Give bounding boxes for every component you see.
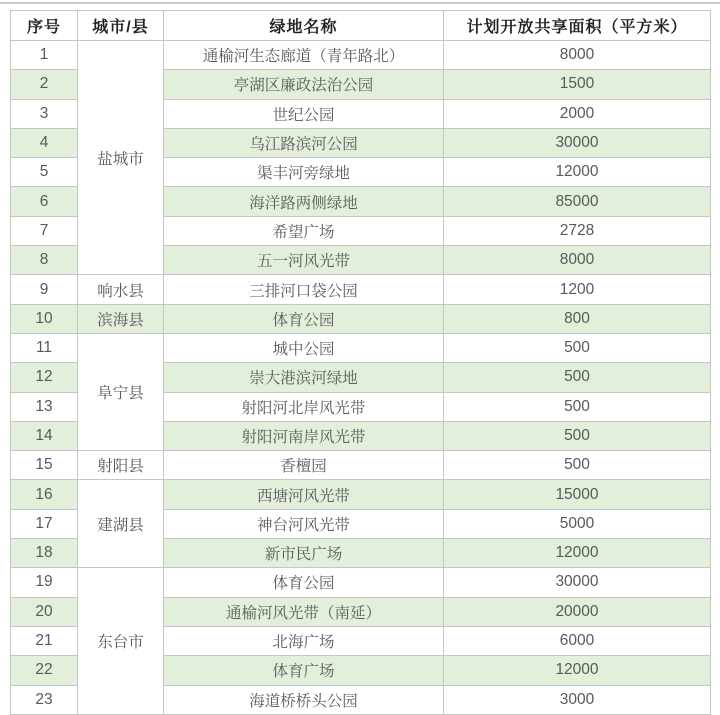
cell-name: 崇大港滨河绿地: [164, 363, 444, 392]
table-row: [11, 304, 711, 333]
cell-city: 射阳县: [78, 451, 164, 480]
cell-serial: 23: [11, 685, 78, 714]
cell-name: 通榆河生态廊道（青年路北）: [164, 41, 444, 70]
cell-serial: 6: [11, 187, 78, 216]
cell-area: 6000: [444, 626, 711, 655]
cell-name: 希望广场: [164, 216, 444, 245]
cell-serial: 5: [11, 158, 78, 187]
cell-serial: 22: [11, 656, 78, 685]
cell-area: 2000: [444, 99, 711, 128]
table-row: [11, 41, 711, 70]
cell-serial: 17: [11, 509, 78, 538]
cell-name: 西塘河风光带: [164, 480, 444, 509]
cell-area: 5000: [444, 509, 711, 538]
cell-name: 体育公园: [164, 304, 444, 333]
table-row: [11, 568, 711, 597]
cell-serial: 13: [11, 392, 78, 421]
cell-name: 新市民广场: [164, 539, 444, 568]
column-header-area: 计划开放共享面积（平方米）: [444, 11, 711, 41]
cell-area: 800: [444, 304, 711, 333]
green-space-table: [10, 10, 711, 715]
cell-area: 8000: [444, 41, 711, 70]
cell-serial: 10: [11, 304, 78, 333]
cell-name: 海洋路两侧绿地: [164, 187, 444, 216]
column-header-city: 城市/县: [78, 11, 164, 41]
cell-area: 500: [444, 421, 711, 450]
cell-area: 1200: [444, 275, 711, 304]
cell-area: 20000: [444, 597, 711, 626]
top-divider-line: [0, 2, 720, 4]
table-row: [11, 333, 711, 362]
cell-area: 2728: [444, 216, 711, 245]
cell-serial: 8: [11, 246, 78, 275]
cell-name: 体育公园: [164, 568, 444, 597]
cell-city: 建湖县: [78, 480, 164, 568]
cell-area: 8000: [444, 246, 711, 275]
cell-area: 3000: [444, 685, 711, 714]
table-body: [11, 41, 711, 715]
table-row: [11, 480, 711, 509]
cell-area: 500: [444, 333, 711, 362]
cell-serial: 19: [11, 568, 78, 597]
cell-area: 15000: [444, 480, 711, 509]
cell-name: 射阳河北岸风光带: [164, 392, 444, 421]
cell-serial: 16: [11, 480, 78, 509]
column-header-name: 绿地名称: [164, 11, 444, 41]
cell-area: 30000: [444, 568, 711, 597]
cell-name: 渠丰河旁绿地: [164, 158, 444, 187]
cell-serial: 21: [11, 626, 78, 655]
cell-serial: 1: [11, 41, 78, 70]
cell-area: 1500: [444, 70, 711, 99]
cell-city: 阜宁县: [78, 333, 164, 450]
cell-serial: 14: [11, 421, 78, 450]
cell-serial: 20: [11, 597, 78, 626]
cell-name: 三排河口袋公园: [164, 275, 444, 304]
cell-name: 通榆河风光带（南延）: [164, 597, 444, 626]
cell-city: 滨海县: [78, 304, 164, 333]
cell-name: 城中公园: [164, 333, 444, 362]
cell-name: 世纪公园: [164, 99, 444, 128]
cell-area: 500: [444, 392, 711, 421]
cell-name: 射阳河南岸风光带: [164, 421, 444, 450]
cell-serial: 7: [11, 216, 78, 245]
cell-serial: 15: [11, 451, 78, 480]
cell-name: 体育广场: [164, 656, 444, 685]
cell-area: 30000: [444, 128, 711, 157]
cell-serial: 12: [11, 363, 78, 392]
cell-area: 12000: [444, 158, 711, 187]
cell-area: 12000: [444, 656, 711, 685]
cell-name: 海道桥桥头公园: [164, 685, 444, 714]
cell-name: 神台河风光带: [164, 509, 444, 538]
table-row: [11, 275, 711, 304]
cell-area: 500: [444, 363, 711, 392]
header-row: [11, 11, 711, 41]
table-row: [11, 451, 711, 480]
cell-city: 盐城市: [78, 41, 164, 275]
cell-area: 85000: [444, 187, 711, 216]
cell-name: 香檀园: [164, 451, 444, 480]
column-header-serial: 序号: [11, 11, 78, 41]
cell-serial: 11: [11, 333, 78, 362]
cell-name: 北海广场: [164, 626, 444, 655]
cell-area: 12000: [444, 539, 711, 568]
cell-area: 500: [444, 451, 711, 480]
cell-name: 亭湖区廉政法治公园: [164, 70, 444, 99]
cell-name: 乌江路滨河公园: [164, 128, 444, 157]
cell-city: 响水县: [78, 275, 164, 304]
cell-serial: 2: [11, 70, 78, 99]
cell-serial: 3: [11, 99, 78, 128]
cell-serial: 4: [11, 128, 78, 157]
cell-city: 东台市: [78, 568, 164, 714]
cell-name: 五一河风光带: [164, 246, 444, 275]
cell-serial: 18: [11, 539, 78, 568]
table-header: [11, 11, 711, 41]
cell-serial: 9: [11, 275, 78, 304]
